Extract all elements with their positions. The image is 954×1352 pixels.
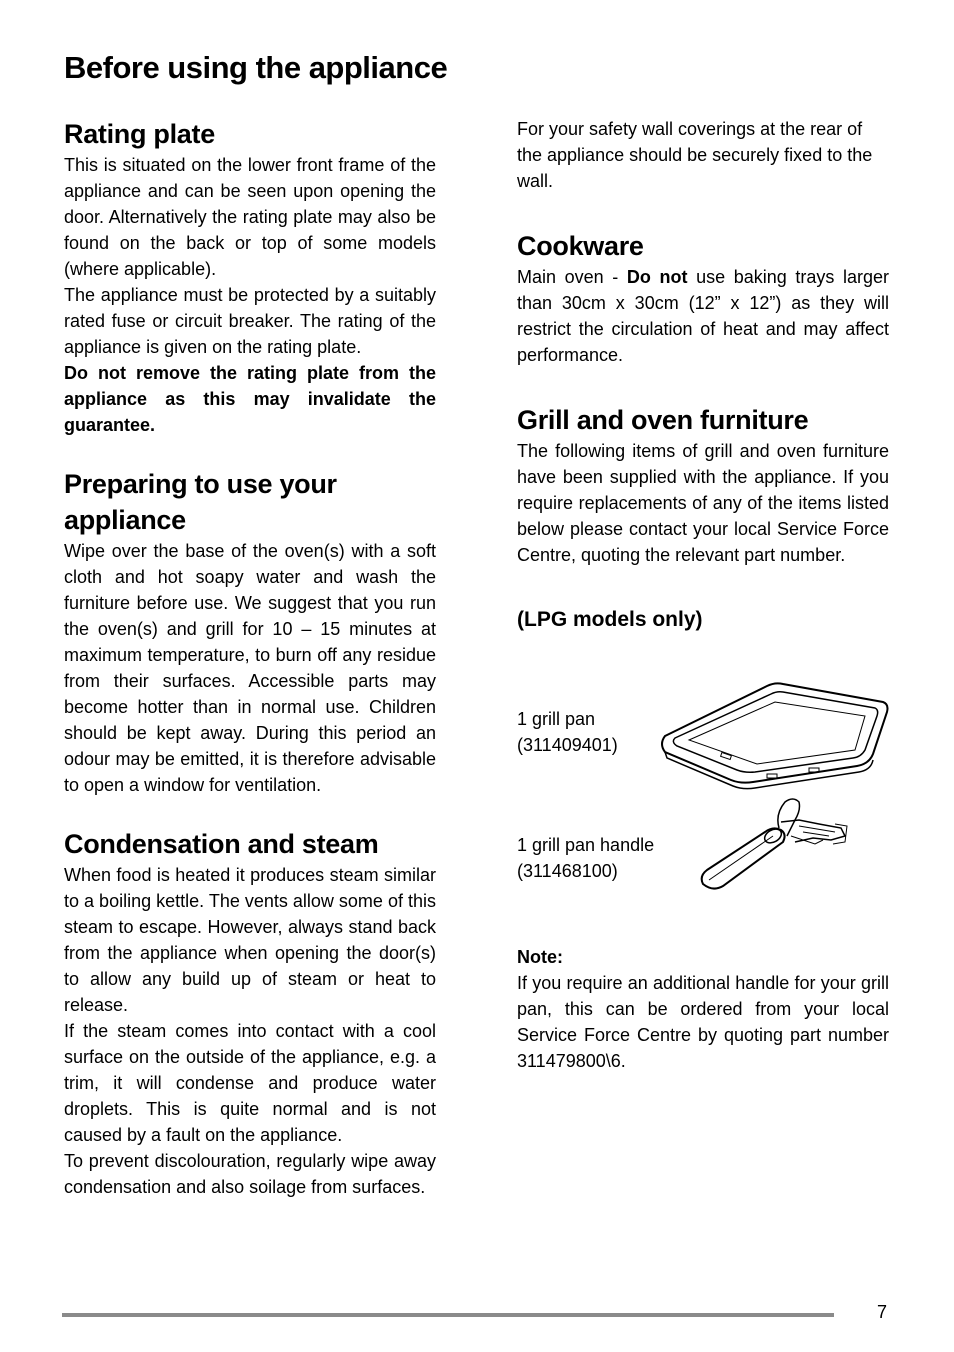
rating-plate-heading: Rating plate: [64, 119, 215, 149]
furniture-heading: Grill and oven furniture: [517, 405, 809, 435]
condensation-paragraph-3: To prevent discolouration, regularly wipe away condensation and also soilage from surfaces.: [64, 1151, 436, 1197]
cookware-heading: Cookware: [517, 231, 644, 261]
furniture-paragraph: The following items of grill and oven furniture have been supplied with the appliance. If you require replacements of any of the items listed below please contact your local Service Force Centre, quoting the relevant part number.: [517, 441, 889, 565]
rating-plate-warning: Do not remove the rating plate from the appliance as this may invalidate the guarantee.: [64, 363, 436, 435]
page-number: 7: [877, 1302, 888, 1322]
cookware-rest: use baking trays larger than 30cm x 30cm (12” x 12”) as they will restrict the circulation of heat and may affect performance.: [517, 267, 889, 365]
list-item: [517, 684, 889, 814]
cookware-section: [517, 228, 889, 368]
note-paragraph: If you require an additional handle for your grill pan, this can be ordered from your local Service Force Centre by quoting part number 311479800\6.: [517, 973, 889, 1071]
condensation-paragraph-2: If the steam comes into contact with a cool surface on the outside of the appliance, e.g. a trim, it will condense and produce water droplets. This is quite normal and is not caused by a fault on the appliance.: [64, 1021, 436, 1145]
condensation-section: [64, 826, 436, 1200]
rating-plate-paragraph-2: The appliance must be protected by a suitably rated fuse or circuit breaker. The rating of the appliance is given on the rating plate.: [64, 285, 436, 357]
cookware-paragraph: [517, 264, 889, 368]
item-name: 1 grill pan handle: [517, 835, 655, 855]
note-label: Note:: [517, 947, 563, 967]
rating-plate-section: [64, 116, 436, 438]
cookware-emphasis: Do not: [626, 267, 688, 287]
preparing-section: [64, 466, 436, 798]
list-item: [517, 832, 889, 942]
condensation-paragraph-1: When food is heated it produces steam similar to a boiling kettle. The vents allow some of this steam to escape. However, always stand back from the appliance when opening the door(s) to allow any build up of steam or heat to release.: [64, 865, 436, 1015]
footer-divider: [62, 1313, 834, 1317]
grill-pan-handle-icon: [695, 796, 855, 896]
rating-plate-paragraph-1: This is situated on the lower front frame of the appliance and can be seen upon opening the door. Alternatively the rating plate may also be found on the back or top of some models (where applicable).: [64, 155, 436, 279]
grill-pan-icon: [659, 680, 891, 792]
page-title: Before using the appliance: [64, 50, 448, 85]
furniture-section: [517, 402, 889, 1074]
cookware-prefix: Main oven -: [517, 267, 627, 287]
right-column: [517, 116, 889, 1074]
left-column: [64, 116, 436, 1200]
preparing-heading: Preparing to use your appliance: [64, 469, 337, 535]
item-part-number: (311468100): [517, 861, 618, 881]
preparing-paragraph: Wipe over the base of the oven(s) with a soft cloth and hot soapy water and wash the furniture before use. We suggest that you run the oven(s) and grill for 10 – 15 minutes at maximum temperature, to burn off any residue from their surfaces. Accessible parts may become hotter than in normal use. Children should be kept away. During this period an odour may be emitted, it is therefore advisable to open a window for ventilation.: [64, 541, 436, 795]
safety-paragraph: For your safety wall coverings at the rear of the appliance should be securely fixed to the wall.: [517, 119, 873, 191]
item-part-number: (311409401): [517, 735, 618, 755]
condensation-heading: Condensation and steam: [64, 829, 379, 859]
item-name: 1 grill pan: [517, 709, 596, 729]
furniture-subheading: (LPG models only): [517, 608, 703, 631]
